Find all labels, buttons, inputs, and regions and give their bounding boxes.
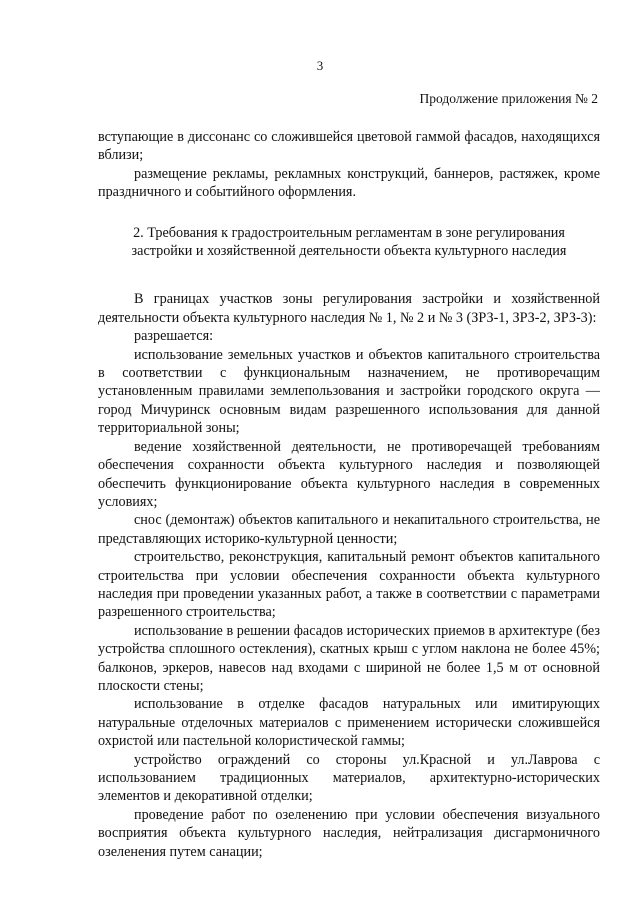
paragraph-advertising: размещение рекламы, рекламных конструкций, баннеров, растяжек, кроме праздничного и событийного оформления. xyxy=(98,165,600,201)
appendix-note: Продолжение приложения № 2 xyxy=(419,91,598,106)
intro-paragraph: В границах участков зоны регулирования застройки и хозяйственной деятельности объекта культурного наследия № 1, № 2 и № 3 (ЗРЗ-1, ЗРЗ-2, ЗРЗ-3): xyxy=(98,291,600,326)
list-item: ведение хозяйственной деятельности, не противоречащей требованиям обеспечения сохранности объекта культурного наследия и позволяющей обеспечить функционирование объекта культурного наследия в современных условиях; xyxy=(98,438,600,510)
list-item: использование земельных участков и объектов капитального строительства в соответствии с функциональным назначением, не противоречащим установленным правилами землепользования и застройки городского округа — город Мичуринск основным видам разрешенного использования для данной территориальной зоны; xyxy=(98,346,600,437)
section-heading: 2. Требования к градостроительным регламентам в зоне регулирования застройки и хозяйственной деятельности объекта культурного наследия xyxy=(131,224,567,260)
page-number: 3 xyxy=(316,58,324,73)
document-body xyxy=(98,128,600,861)
list-item: снос (демонтаж) объектов капитального и некапитального строительства, не представляющих историко-культурной ценности; xyxy=(98,512,600,547)
list-item: использование в отделке фасадов натуральных или имитирующих натуральные отделочных материалов с применением исторически сложившейся охристой или пастельной колористической гаммы; xyxy=(98,696,600,750)
list-item: устройство ограждений со стороны ул.Красной и ул.Лаврова с использованием традиционных материалов, архитектурно-исторических элементов и декоративной отделки; xyxy=(98,751,600,805)
paragraph-dissonance: вступающие в диссонанс со сложившейся цветовой гаммой фасадов, находящихся вблизи; xyxy=(98,129,600,164)
permitted-label: разрешается: xyxy=(134,328,214,345)
list-item: использование в решении фасадов исторических приемов в архитектуре (без устройства сплошного остекления), скатных крыш с углом наклона не более 45%; балконов, эркеров, навесов над входами с шириной не более 1,5 м от основной плоскости стены; xyxy=(98,622,600,694)
list-item: проведение работ по озеленению при условии обеспечения визуального восприятия объекта культурного наследия, нейтрализация дисгармоничного озеленения путем санации; xyxy=(98,806,600,860)
list-item: строительство, реконструкция, капитальный ремонт объектов капитального строительства при условии обеспечения сохранности объекта культурного наследия при проведении указанных работ, а также в соответствии с параметрами разрешенного строительства; xyxy=(98,549,600,621)
